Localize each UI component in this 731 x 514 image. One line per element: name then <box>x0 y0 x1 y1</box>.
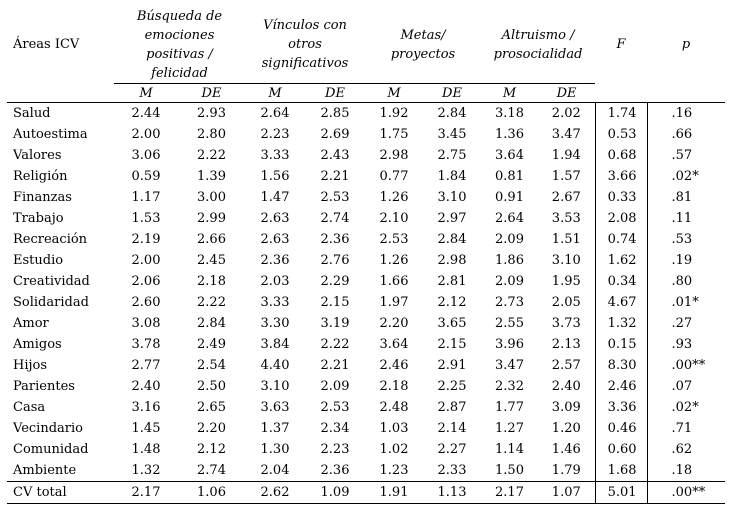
group-header-line: emociones <box>144 27 215 43</box>
sd-cell: 2.27 <box>437 442 467 457</box>
mean-cell: 0.77 <box>379 169 409 184</box>
sd-cell: 2.13 <box>551 337 581 352</box>
p-value: .11 <box>647 208 725 229</box>
table-row <box>7 103 725 125</box>
mean-cell: 3.84 <box>260 337 290 352</box>
mean-cell: 2.98 <box>379 148 409 163</box>
mean-cell: 3.47 <box>495 358 524 373</box>
subheader-m: M <box>245 84 305 103</box>
mean-cell: 2.55 <box>495 316 524 331</box>
sd-cell: 3.10 <box>551 253 581 268</box>
sd-cell: 2.75 <box>437 148 467 163</box>
group-header-line: Metas/ <box>400 27 446 43</box>
mean-cell: 2.63 <box>260 211 290 226</box>
areas-header: Áreas ICV <box>13 37 80 53</box>
sd-cell: 3.19 <box>320 316 350 331</box>
table-row <box>7 187 725 208</box>
mean-cell: 1.75 <box>379 127 409 142</box>
mean-cell: 3.08 <box>131 316 161 331</box>
mean-cell: 1.37 <box>260 421 290 436</box>
area-label: Solidaridad <box>13 295 89 310</box>
sd-cell: 2.50 <box>197 379 226 394</box>
mean-cell: 3.78 <box>131 337 161 352</box>
sd-cell: 2.45 <box>197 253 226 268</box>
group-header-altruismo <box>481 6 595 84</box>
area-label: Trabajo <box>13 211 64 226</box>
mean-cell: 2.46 <box>379 358 409 373</box>
f-value: 3.66 <box>595 166 647 187</box>
sd-cell: 3.65 <box>437 316 467 331</box>
mean-cell: 2.09 <box>495 232 524 247</box>
area-label: Amor <box>13 316 49 331</box>
subheader-de: DE <box>178 84 245 103</box>
p-value: .07 <box>647 376 725 397</box>
mean-cell: 2.40 <box>131 379 161 394</box>
sd-cell: 1.20 <box>551 421 581 436</box>
mean-cell: 2.36 <box>260 253 290 268</box>
subheader-m: M <box>481 84 538 103</box>
mean-cell: 1.45 <box>131 421 161 436</box>
sd-cell: 2.53 <box>320 190 350 205</box>
mean-cell: 2.03 <box>260 274 290 289</box>
subheader-m: M <box>365 84 423 103</box>
mean-cell: 1.86 <box>495 253 524 268</box>
mean-cell: 2.23 <box>260 127 290 142</box>
mean-cell: 1.66 <box>379 274 409 289</box>
sd-cell: 2.36 <box>320 232 350 247</box>
mean-cell: 3.06 <box>131 148 161 163</box>
group-header-line: Vínculos con <box>263 18 347 33</box>
f-value: 5.01 <box>595 482 647 504</box>
sd-cell: 2.69 <box>320 127 350 142</box>
mean-cell: 1.53 <box>131 211 161 226</box>
table-body <box>7 103 725 504</box>
mean-cell: 2.63 <box>260 232 290 247</box>
subheader-m: M <box>114 84 178 103</box>
mean-cell: 1.92 <box>379 106 409 121</box>
mean-cell: 0.59 <box>131 169 161 184</box>
mean-cell: 3.63 <box>260 400 290 415</box>
mean-cell: 3.96 <box>495 337 524 352</box>
mean-cell: 0.91 <box>495 190 524 205</box>
f-value: 1.68 <box>595 460 647 482</box>
table-row <box>7 124 725 145</box>
mean-cell: 2.53 <box>379 232 409 247</box>
mean-cell: 2.73 <box>495 295 524 310</box>
group-header-line: Altruismo / <box>501 27 575 43</box>
subheader-p-blank <box>647 84 725 103</box>
sd-cell: 2.40 <box>551 379 581 394</box>
f-value: 1.74 <box>595 103 647 125</box>
f-value: 0.33 <box>595 187 647 208</box>
sd-cell: 1.51 <box>551 232 581 247</box>
table-row <box>7 460 725 482</box>
sd-cell: 2.02 <box>551 106 581 121</box>
mean-cell: 2.62 <box>245 482 305 504</box>
sd-cell: 2.65 <box>197 400 226 415</box>
total-row <box>7 482 725 504</box>
area-label: Religión <box>13 169 68 184</box>
sd-cell: 2.76 <box>320 253 350 268</box>
p-value: .57 <box>647 145 725 166</box>
group-header-line: positivas / <box>146 46 213 62</box>
p-value: .66 <box>647 124 725 145</box>
mean-cell: 2.20 <box>379 316 409 331</box>
mean-cell: 1.50 <box>495 463 524 478</box>
mean-cell: 3.33 <box>260 295 290 310</box>
sd-cell: 2.74 <box>320 211 350 226</box>
sd-cell: 2.57 <box>551 358 581 373</box>
mean-cell: 2.00 <box>131 253 161 268</box>
mean-cell: 1.91 <box>365 482 423 504</box>
p-value: .53 <box>647 229 725 250</box>
sd-cell: 3.10 <box>437 190 467 205</box>
f-value: 1.32 <box>595 313 647 334</box>
group-header-line: prosocialidad <box>493 46 583 62</box>
icv-results-table <box>7 6 725 504</box>
area-label: Parientes <box>13 379 75 394</box>
area-label: Salud <box>13 106 51 121</box>
f-value: 0.46 <box>595 418 647 439</box>
mean-cell: 1.14 <box>495 442 524 457</box>
mean-cell: 2.00 <box>131 127 161 142</box>
sd-cell: 1.57 <box>551 169 581 184</box>
area-label: Amigos <box>13 337 62 352</box>
sd-cell: 3.00 <box>197 190 226 205</box>
group-header-metas <box>365 6 481 84</box>
subheader-de: DE <box>305 84 365 103</box>
mean-cell: 2.10 <box>379 211 409 226</box>
mean-cell: 1.77 <box>495 400 524 415</box>
area-label: Valores <box>13 148 62 163</box>
mean-cell: 2.32 <box>495 379 524 394</box>
sd-cell: 2.22 <box>320 337 350 352</box>
p-value: .71 <box>647 418 725 439</box>
f-value: 0.15 <box>595 334 647 355</box>
sd-cell: 2.54 <box>197 358 226 373</box>
sd-cell: 2.21 <box>320 358 350 373</box>
sd-cell: 2.93 <box>197 106 226 121</box>
sd-cell: 1.84 <box>437 169 467 184</box>
p-value: .02* <box>647 397 725 418</box>
subheader-de: DE <box>538 84 595 103</box>
sd-cell: 2.09 <box>320 379 350 394</box>
sd-cell: 2.21 <box>320 169 350 184</box>
sd-cell: 2.53 <box>320 400 350 415</box>
area-label: Autoestima <box>13 127 88 142</box>
table-row <box>7 166 725 187</box>
table-row <box>7 418 725 439</box>
mean-cell: 3.16 <box>131 400 161 415</box>
sd-cell: 2.36 <box>320 463 350 478</box>
sd-cell: 2.12 <box>437 295 467 310</box>
area-label: Estudio <box>13 253 64 268</box>
mean-cell: 2.64 <box>260 106 290 121</box>
mean-cell: 1.23 <box>379 463 409 478</box>
table-row <box>7 271 725 292</box>
table-row <box>7 208 725 229</box>
mean-cell: 2.48 <box>379 400 409 415</box>
sd-cell: 2.34 <box>320 421 350 436</box>
sd-cell: 1.06 <box>178 482 245 504</box>
p-value: .27 <box>647 313 725 334</box>
table-row <box>7 334 725 355</box>
f-value: 2.08 <box>595 208 647 229</box>
p-value: .81 <box>647 187 725 208</box>
f-value: 1.62 <box>595 250 647 271</box>
mean-cell: 2.60 <box>131 295 161 310</box>
sd-cell: 2.14 <box>437 421 467 436</box>
p-value: .01* <box>647 292 725 313</box>
sd-cell: 2.99 <box>197 211 226 226</box>
p-value: .16 <box>647 103 725 125</box>
sd-cell: 2.22 <box>197 148 226 163</box>
mean-cell: 3.10 <box>260 379 290 394</box>
sd-cell: 2.67 <box>551 190 581 205</box>
sd-cell: 2.23 <box>320 442 350 457</box>
sd-cell: 2.22 <box>197 295 226 310</box>
f-value: 0.53 <box>595 124 647 145</box>
f-value: 0.60 <box>595 439 647 460</box>
sd-cell: 1.79 <box>551 463 581 478</box>
f-value: 3.36 <box>595 397 647 418</box>
mean-cell: 2.09 <box>495 274 524 289</box>
sd-cell: 2.87 <box>437 400 467 415</box>
mean-cell: 3.30 <box>260 316 290 331</box>
mean-cell: 2.17 <box>481 482 538 504</box>
area-label: Hijos <box>13 358 48 373</box>
mean-cell: 3.18 <box>495 106 524 121</box>
area-label: Finanzas <box>13 190 72 205</box>
mean-cell: 1.26 <box>379 253 409 268</box>
sd-cell: 2.33 <box>437 463 467 478</box>
subheader-row <box>7 84 725 103</box>
area-label: Comunidad <box>13 442 89 457</box>
mean-cell: 2.18 <box>379 379 409 394</box>
p-value: .02* <box>647 166 725 187</box>
mean-cell: 3.64 <box>495 148 524 163</box>
table-row <box>7 145 725 166</box>
p-header: p <box>681 37 691 53</box>
area-label: Recreación <box>13 232 88 247</box>
subheader-de: DE <box>423 84 481 103</box>
f-value: 0.74 <box>595 229 647 250</box>
header-row <box>7 6 725 84</box>
table-row <box>7 355 725 376</box>
sd-cell: 2.20 <box>197 421 226 436</box>
group-header-line: felicidad <box>151 65 208 81</box>
sd-cell: 2.66 <box>197 232 226 247</box>
area-label: Casa <box>13 400 46 415</box>
sd-cell: 2.05 <box>551 295 581 310</box>
mean-cell: 1.32 <box>131 463 161 478</box>
sd-cell: 3.09 <box>551 400 581 415</box>
sd-cell: 2.81 <box>437 274 467 289</box>
sd-cell: 1.95 <box>551 274 581 289</box>
mean-cell: 3.64 <box>379 337 409 352</box>
mean-cell: 2.06 <box>131 274 161 289</box>
mean-cell: 0.81 <box>495 169 524 184</box>
area-label: Ambiente <box>13 463 77 478</box>
sd-cell: 2.84 <box>197 316 226 331</box>
sd-cell: 2.85 <box>320 106 350 121</box>
mean-cell: 1.03 <box>379 421 409 436</box>
sd-cell: 2.80 <box>197 127 226 142</box>
sd-cell: 2.12 <box>197 442 226 457</box>
sd-cell: 2.18 <box>197 274 226 289</box>
sd-cell: 2.25 <box>437 379 467 394</box>
table-row <box>7 313 725 334</box>
sd-cell: 3.73 <box>551 316 581 331</box>
sd-cell: 1.09 <box>305 482 365 504</box>
mean-cell: 4.40 <box>260 358 290 373</box>
mean-cell: 2.44 <box>131 106 161 121</box>
mean-cell: 1.02 <box>379 442 409 457</box>
mean-cell: 2.19 <box>131 232 161 247</box>
sd-cell: 2.29 <box>320 274 350 289</box>
sd-cell: 2.91 <box>437 358 467 373</box>
mean-cell: 3.33 <box>260 148 290 163</box>
table-row <box>7 439 725 460</box>
table-row <box>7 229 725 250</box>
mean-cell: 1.56 <box>260 169 290 184</box>
mean-cell: 1.17 <box>131 190 161 205</box>
group-header-line: otros <box>288 37 322 52</box>
table-row <box>7 397 725 418</box>
sd-cell: 1.13 <box>423 482 481 504</box>
group-header-line: Búsqueda de <box>136 8 223 24</box>
p-value: .19 <box>647 250 725 271</box>
sd-cell: 3.47 <box>551 127 581 142</box>
f-header: F <box>616 37 626 53</box>
sd-cell: 2.97 <box>437 211 467 226</box>
area-label: Creatividad <box>13 274 90 289</box>
group-header-line: significativos <box>261 56 349 71</box>
group-header-felicidad <box>114 6 245 84</box>
group-header-line: proyectos <box>390 46 456 62</box>
p-value: .80 <box>647 271 725 292</box>
p-value: .18 <box>647 460 725 482</box>
p-value: .62 <box>647 439 725 460</box>
group-header-vinculos <box>245 6 365 84</box>
mean-cell: 1.27 <box>495 421 524 436</box>
mean-cell: 1.97 <box>379 295 409 310</box>
sd-cell: 2.84 <box>437 106 467 121</box>
area-label: CV total <box>7 482 114 504</box>
mean-cell: 2.17 <box>114 482 178 504</box>
table-row <box>7 292 725 313</box>
mean-cell: 1.47 <box>260 190 290 205</box>
f-value: 8.30 <box>595 355 647 376</box>
mean-cell: 2.04 <box>260 463 290 478</box>
sd-cell: 2.84 <box>437 232 467 247</box>
sd-cell: 2.15 <box>437 337 467 352</box>
sd-cell: 3.53 <box>551 211 581 226</box>
subheader-f-blank <box>595 84 647 103</box>
sd-cell: 2.49 <box>197 337 226 352</box>
f-value: 2.46 <box>595 376 647 397</box>
subheader-blank <box>7 84 114 103</box>
mean-cell: 2.77 <box>131 358 161 373</box>
area-label: Vecindario <box>13 421 83 436</box>
sd-cell: 2.43 <box>320 148 350 163</box>
sd-cell: 3.45 <box>437 127 467 142</box>
f-value: 4.67 <box>595 292 647 313</box>
f-value: 0.34 <box>595 271 647 292</box>
sd-cell: 1.46 <box>551 442 581 457</box>
sd-cell: 1.07 <box>538 482 595 504</box>
p-value: .00** <box>647 482 725 504</box>
p-value: .00** <box>647 355 725 376</box>
sd-cell: 2.74 <box>197 463 226 478</box>
sd-cell: 2.98 <box>437 253 467 268</box>
sd-cell: 2.15 <box>320 295 350 310</box>
sd-cell: 1.94 <box>551 148 581 163</box>
p-value: .93 <box>647 334 725 355</box>
mean-cell: 1.48 <box>131 442 161 457</box>
mean-cell: 1.30 <box>260 442 290 457</box>
table-row <box>7 376 725 397</box>
table-row <box>7 250 725 271</box>
mean-cell: 1.36 <box>495 127 524 142</box>
mean-cell: 2.64 <box>495 211 524 226</box>
mean-cell: 1.26 <box>379 190 409 205</box>
sd-cell: 1.39 <box>197 169 226 184</box>
f-value: 0.68 <box>595 145 647 166</box>
